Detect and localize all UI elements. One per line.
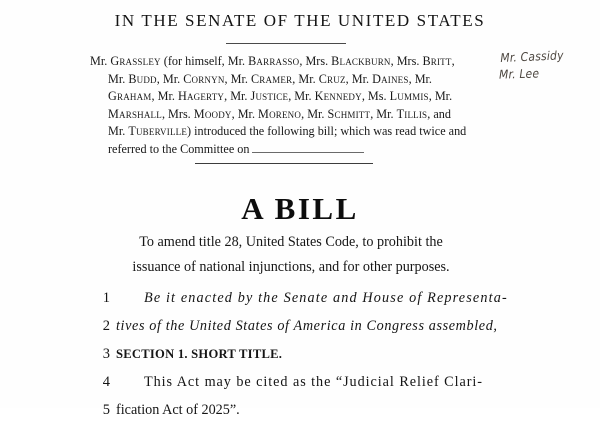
line-number: 4 (102, 374, 110, 390)
page-title (0, 11, 600, 31)
section-heading: SECTION 1. SHORT TITLE. (116, 347, 283, 361)
body-line-1 (0, 288, 600, 316)
handwritten-note-line-2: Mr. Lee (498, 66, 540, 82)
sponsor-line-3: Graham, Mr. Hagerty, Mr. Justice, Mr. Kennedy, Ms. Lummis, Mr. (108, 89, 453, 104)
body-line-4 (0, 372, 600, 400)
bill-body (0, 288, 600, 428)
body-line-5 (0, 400, 600, 428)
handwritten-note-line-1: Mr. Cassidy (500, 48, 564, 65)
committee-blank-field[interactable] (252, 142, 364, 153)
bill-heading (0, 192, 600, 226)
sponsor-line-4: Marshall, Mrs. Moody, Mr. Moreno, Mr. Schmitt, Mr. Tillis, and (108, 106, 451, 121)
divider-rule-top (226, 43, 346, 44)
sponsor-line-6 (90, 141, 478, 159)
line-number: 5 (102, 402, 110, 418)
divider-rule-mid (195, 163, 373, 164)
bill-heading-text: A BILL (241, 191, 359, 226)
chamber-heading-text: IN THE SENATE OF THE UNITED STATES (114, 11, 486, 30)
sponsor-line-1: Mr. Grassley (for himself, Mr. Barrasso, Mrs. Blackburn, Mrs. Britt, (90, 54, 455, 68)
body-line-text: This Act may be cited as the “Judicial Relief Clari- (144, 374, 483, 390)
body-line-text: Be it enacted by the Senate and House of Representa- (144, 290, 508, 306)
line-number: 3 (102, 346, 110, 362)
sponsor-line-5: Mr. Tuberville) introduced the following bill; which was read twice and (108, 124, 467, 139)
sponsor-block (90, 53, 478, 159)
purpose-line-1: To amend title 28, United States Code, to prohibit the (139, 234, 443, 250)
bill-purpose (95, 230, 487, 280)
handwritten-margin-note (500, 47, 565, 84)
body-line-text: fication Act of 2025”. (116, 402, 240, 418)
line-number: 1 (102, 290, 110, 306)
line-number: 2 (102, 318, 110, 334)
purpose-line-2: issuance of national injunctions, and for other purposes. (132, 259, 450, 275)
sponsor-line-2: Mr. Budd, Mr. Cornyn, Mr. Cramer, Mr. Cruz, Mr. Daines, Mr. (108, 71, 432, 86)
body-line-3 (0, 344, 600, 372)
committee-referral-text: referred to the Committee on (108, 141, 250, 156)
body-line-text: tives of the United States of America in Congress assembled, (116, 318, 498, 334)
body-line-2 (0, 316, 600, 344)
